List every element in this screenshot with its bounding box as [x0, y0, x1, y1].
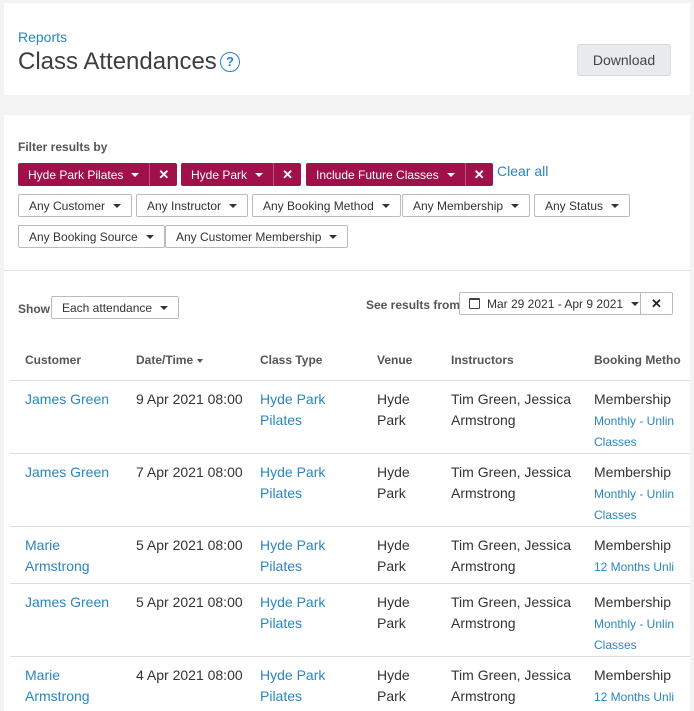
- caret-down-icon: [447, 173, 455, 177]
- table-row: [10, 453, 690, 526]
- booking-method-cell: Membership: [594, 536, 672, 553]
- venue-cell: Hyde Park: [362, 656, 436, 711]
- booking-method-cell: Membership: [594, 593, 672, 610]
- dropdown-label: Any Booking Source: [29, 229, 138, 244]
- dropdown-label: Any Customer: [29, 198, 106, 213]
- column-header-customer[interactable]: Customer: [10, 340, 121, 380]
- membership-link[interactable]: 12 Months Unli: [594, 689, 675, 704]
- booking-method-cell: Membership: [594, 666, 672, 683]
- class-type-link[interactable]: Hyde Park Pilates: [260, 463, 326, 501]
- booking-method-cell: Membership: [594, 463, 672, 480]
- clear-all-link[interactable]: Clear all: [497, 163, 549, 179]
- dropdown-label: Any Instructor: [147, 198, 222, 213]
- report-body: [4, 115, 690, 711]
- instructors-cell: Tim Green, Jessica Armstrong: [436, 526, 579, 583]
- filter-chip-future: [306, 163, 493, 186]
- caret-down-icon: [131, 173, 139, 177]
- booking-method-filter-dropdown[interactable]: [252, 194, 401, 217]
- caret-down-icon: [382, 204, 390, 208]
- datetime-cell: 5 Apr 2021 08:00: [121, 526, 245, 583]
- filter-chip-class-type-dropdown[interactable]: [18, 163, 149, 186]
- table-row: [10, 526, 690, 583]
- caret-down-icon: [255, 173, 263, 177]
- filter-chip-label: Include Future Classes: [316, 167, 439, 182]
- customer-link[interactable]: Marie Armstrong: [25, 536, 90, 574]
- venue-cell: Hyde Park: [362, 583, 436, 656]
- column-header-class-type[interactable]: Class Type: [245, 340, 362, 380]
- column-header-booking-method[interactable]: Booking Metho: [579, 340, 690, 380]
- remove-filter-class-type-button[interactable]: [149, 163, 177, 186]
- filter-chip-label: Hyde Park Pilates: [28, 167, 124, 182]
- close-icon: ✕: [282, 166, 293, 182]
- venue-cell: Hyde Park: [362, 453, 436, 526]
- page-title: Class Attendances: [18, 48, 217, 75]
- caret-down-icon: [511, 204, 519, 208]
- caret-down-icon: [229, 204, 237, 208]
- datetime-cell: 4 Apr 2021 08:00: [121, 656, 245, 711]
- membership-link[interactable]: Monthly - Unlin Classes: [594, 413, 675, 449]
- table-row: [10, 380, 690, 453]
- close-icon: ✕: [473, 166, 485, 182]
- filter-chip-class-type: [18, 163, 177, 186]
- filter-chip-future-dropdown[interactable]: [306, 163, 465, 186]
- caret-down-icon: [611, 204, 619, 208]
- class-type-link[interactable]: Hyde Park Pilates: [260, 536, 326, 574]
- column-header-instructors[interactable]: Instructors: [436, 340, 579, 380]
- date-range-value: Mar 29 2021 - Apr 9 2021: [487, 296, 624, 311]
- close-icon: ✕: [158, 166, 170, 182]
- caret-down-icon: [146, 235, 154, 239]
- breadcrumb-reports[interactable]: Reports: [18, 29, 68, 45]
- membership-filter-dropdown[interactable]: [402, 194, 530, 217]
- class-type-link[interactable]: Hyde Park Pilates: [260, 390, 326, 428]
- dropdown-label: Each attendance: [62, 300, 153, 315]
- caret-down-icon: [329, 235, 337, 239]
- datetime-cell: 9 Apr 2021 08:00: [121, 380, 245, 453]
- class-type-link[interactable]: Hyde Park Pilates: [260, 593, 326, 631]
- class-type-link[interactable]: Hyde Park Pilates: [260, 666, 326, 704]
- filter-chip-label: Hyde Park: [191, 167, 248, 182]
- caret-down-icon: [160, 306, 168, 310]
- sort-desc-icon: [197, 359, 203, 363]
- instructors-cell: Tim Green, Jessica Armstrong: [436, 380, 579, 453]
- close-icon: ✕: [651, 295, 662, 311]
- download-button[interactable]: Download: [577, 44, 671, 76]
- membership-link[interactable]: 12 Months Unli: [594, 559, 675, 574]
- attendance-table: [10, 340, 690, 711]
- date-range-picker[interactable]: [459, 292, 641, 315]
- help-icon[interactable]: ?: [220, 52, 240, 72]
- clear-date-range-button[interactable]: [640, 292, 673, 315]
- table-row: [10, 583, 690, 656]
- venue-cell: Hyde Park: [362, 526, 436, 583]
- customer-link[interactable]: James Green: [25, 463, 110, 480]
- calendar-icon: [469, 298, 480, 309]
- customer-link[interactable]: Marie Armstrong: [25, 666, 90, 704]
- table-header-row: [10, 340, 690, 380]
- show-label: Show: [18, 302, 50, 316]
- datetime-cell: 5 Apr 2021 08:00: [121, 583, 245, 656]
- divider: [4, 270, 690, 271]
- customer-membership-filter-dropdown[interactable]: [165, 225, 348, 248]
- instructors-cell: Tim Green, Jessica Armstrong: [436, 656, 579, 711]
- customer-link[interactable]: James Green: [25, 390, 110, 407]
- status-filter-dropdown[interactable]: [534, 194, 630, 217]
- filter-chip-venue-dropdown[interactable]: [181, 163, 273, 186]
- filter-label: Filter results by: [18, 140, 108, 154]
- show-mode-dropdown[interactable]: [51, 296, 179, 319]
- dropdown-label: Any Membership: [413, 198, 504, 213]
- instructors-cell: Tim Green, Jessica Armstrong: [436, 583, 579, 656]
- customer-link[interactable]: James Green: [25, 593, 110, 610]
- dropdown-label: Any Customer Membership: [176, 229, 322, 244]
- instructor-filter-dropdown[interactable]: [136, 194, 248, 217]
- dropdown-label: Any Status: [545, 198, 604, 213]
- remove-filter-venue-button[interactable]: [273, 163, 301, 186]
- remove-filter-future-button[interactable]: [465, 163, 493, 186]
- see-results-label: See results from: [366, 298, 461, 312]
- column-header-datetime[interactable]: Date/Time: [121, 340, 245, 380]
- booking-method-cell: Membership: [594, 390, 672, 407]
- column-header-venue[interactable]: Venue: [362, 340, 436, 380]
- report-header: [4, 3, 690, 95]
- filter-chip-venue: [181, 163, 301, 186]
- caret-down-icon: [631, 302, 639, 306]
- caret-down-icon: [113, 204, 121, 208]
- table-row: [10, 656, 690, 711]
- customer-filter-dropdown[interactable]: [18, 194, 132, 217]
- booking-source-filter-dropdown[interactable]: [18, 225, 165, 248]
- instructors-cell: Tim Green, Jessica Armstrong: [436, 453, 579, 526]
- dropdown-label: Any Booking Method: [263, 198, 374, 213]
- membership-link[interactable]: Monthly - Unlin Classes: [594, 616, 675, 652]
- datetime-cell: 7 Apr 2021 08:00: [121, 453, 245, 526]
- venue-cell: Hyde Park: [362, 380, 436, 453]
- membership-link[interactable]: Monthly - Unlin Classes: [594, 486, 675, 522]
